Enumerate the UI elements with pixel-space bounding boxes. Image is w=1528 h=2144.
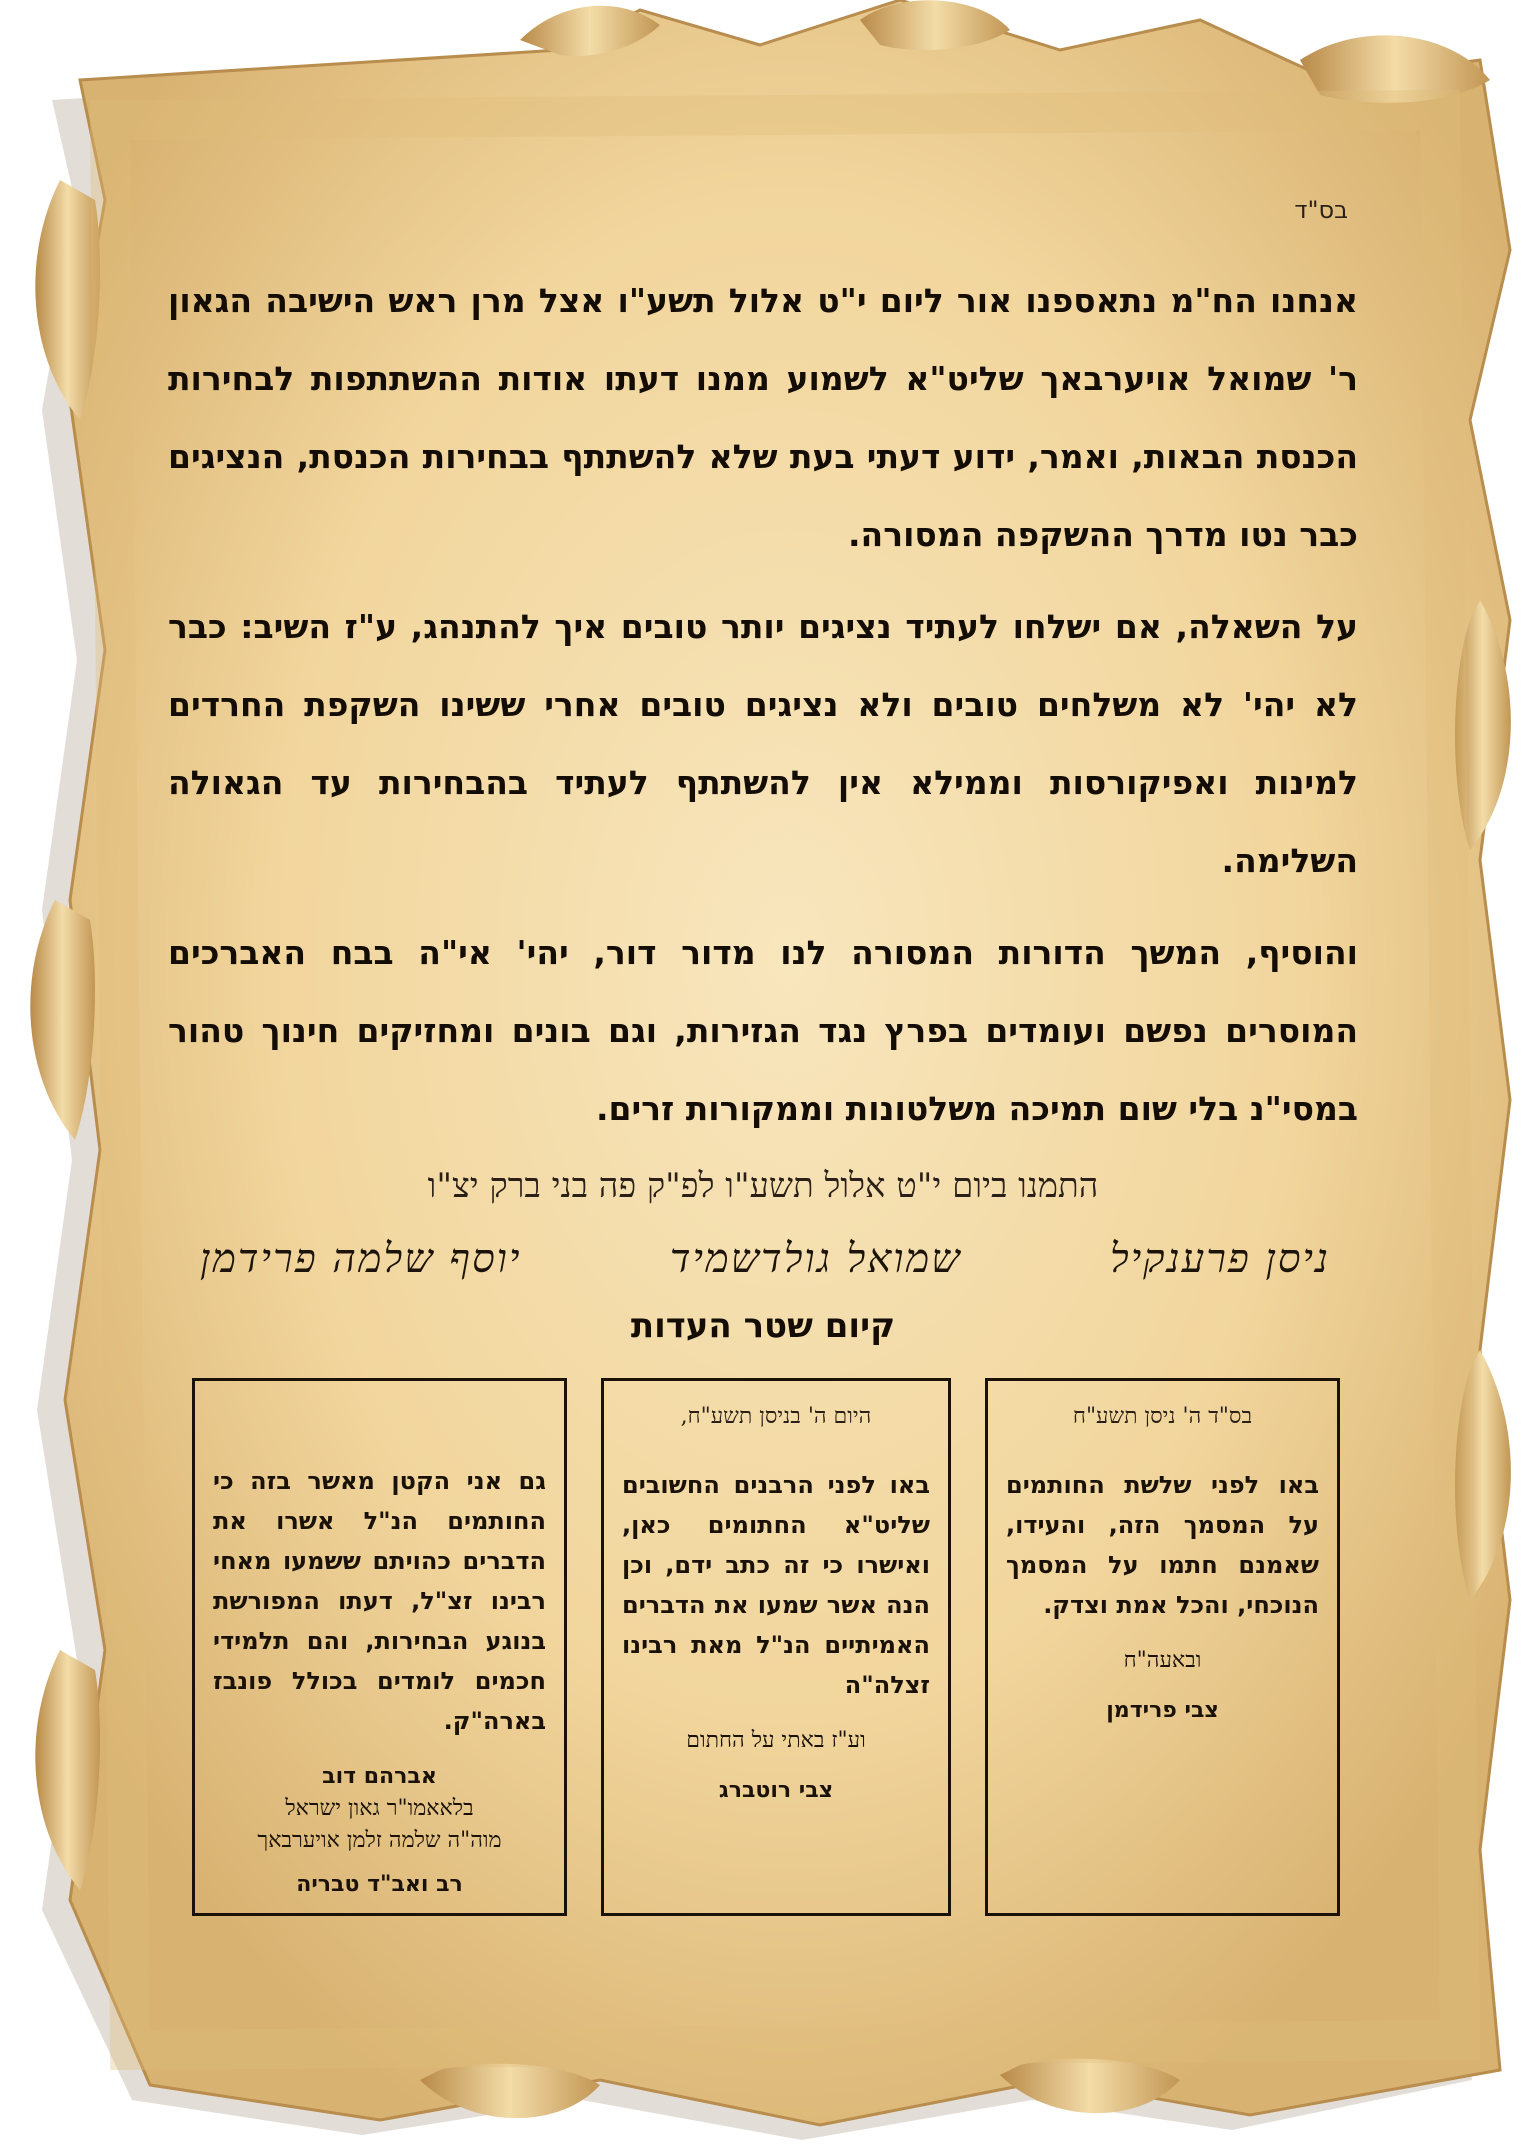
paragraph-3: והוסיף, המשך הדורות המסורה לנו מדור דור, יהי' אי"ה בבח האברכים המוסרים נפשם ועומדים בפרץ נגד הגזירות, וגם בונים ומחזיקים חינוך טהור במסי"נ בלי שום תמיכה משלטונות וממקורות זרים. [168, 933, 1358, 1128]
box-right-line: ובאעה"ח [1123, 1648, 1202, 1673]
signature-3: יוסף שלמה פרידמן [200, 1236, 522, 1282]
main-text [168, 262, 1358, 1162]
paragraph-2: על השאלה, אם ישלחו לעתיד נציגים יותר טובים איך להתנהג, ע"ז השיב: כבר לא יהי' לא משלחים טובים ולא נציגים טובים אחרי ששינו השקפת החרדים למינות ואפיקורסות וממילא אין להשתתף לעתיד בהבחירות עד הגאולה השלימה. [168, 607, 1358, 880]
box-middle-line: וע"ז באתי על החתום [686, 1728, 866, 1753]
signature-2: שמואל גולדשמיד [669, 1236, 962, 1282]
closing-line: התמנו ביום י"ט אלול תשע"ו לפ"ק פה בני ברק יצ"ו [427, 1166, 1099, 1206]
header-abbreviation: בס"ד [1294, 196, 1348, 224]
signature-1: ניסן פרענקיל [1109, 1236, 1330, 1282]
certification-box-right [985, 1378, 1340, 1916]
box-left-signature-line-1: אברהם דוב [322, 1764, 437, 1789]
box-middle-signature: צבי רוטברג [718, 1778, 834, 1803]
box-left-signature-line-2: בלאאמו"ר גאון ישראל [285, 1796, 474, 1821]
certification-title: קיום שטר העדות [630, 1306, 896, 1346]
certification-box-middle [601, 1378, 951, 1916]
box-left-signature-line-4: רב ואב"ד טבריה [296, 1872, 463, 1897]
box-middle-date: היום ה' בניסן תשע"ח, [680, 1404, 872, 1429]
box-right-signature: צבי פרידמן [1106, 1698, 1219, 1723]
box-right-body: באו לפני שלשת החותמים על המסמך הזה, והעידו, שאמנם חתמו על המסמך הנוכחי, והכל אמת וצדק. [1006, 1471, 1319, 1619]
box-right-date: בס"ד ה' ניסן תשע"ח [1072, 1404, 1253, 1429]
box-left-signature-line-3: מוה"ה שלמה זלמן אויערבאך [257, 1828, 502, 1853]
box-left-body: גם אני הקטן מאשר בזה כי החותמים הנ"ל אשרו את הדברים כהויתם ששמעו מאחי רבינו זצ"ל, דעתו המפורשת בנוגע הבחירות, והם תלמידי חכמים לומדים בכולל פונבז בארה"ק. [213, 1467, 546, 1735]
signatures-row [200, 1235, 1330, 1282]
certification-box-left [192, 1378, 567, 1916]
paragraph-1: אנחנו הח"מ נתאספנו אור ליום י"ט אלול תשע"ו אצל מרן ראש הישיבה הגאון ר' שמואל אויערבאך שליט"א לשמוע ממנו דעתו אודות ההשתתפות לבחירות הכנסת הבאות, ואמר, ידוע דעתי בעת שלא להשתתף בבחירות הכנסת, הנציגים כבר נטו מדרך ההשקפה המסורה. [168, 281, 1358, 554]
box-middle-body: באו לפני הרבנים החשובים שליט"א החתומים כאן, ואישרו כי זה כתב ידם, וכן הנה אשר שמעו את הדברים האמיתיים הנ"ל מאת רבינו זצלה"ה [622, 1471, 930, 1699]
